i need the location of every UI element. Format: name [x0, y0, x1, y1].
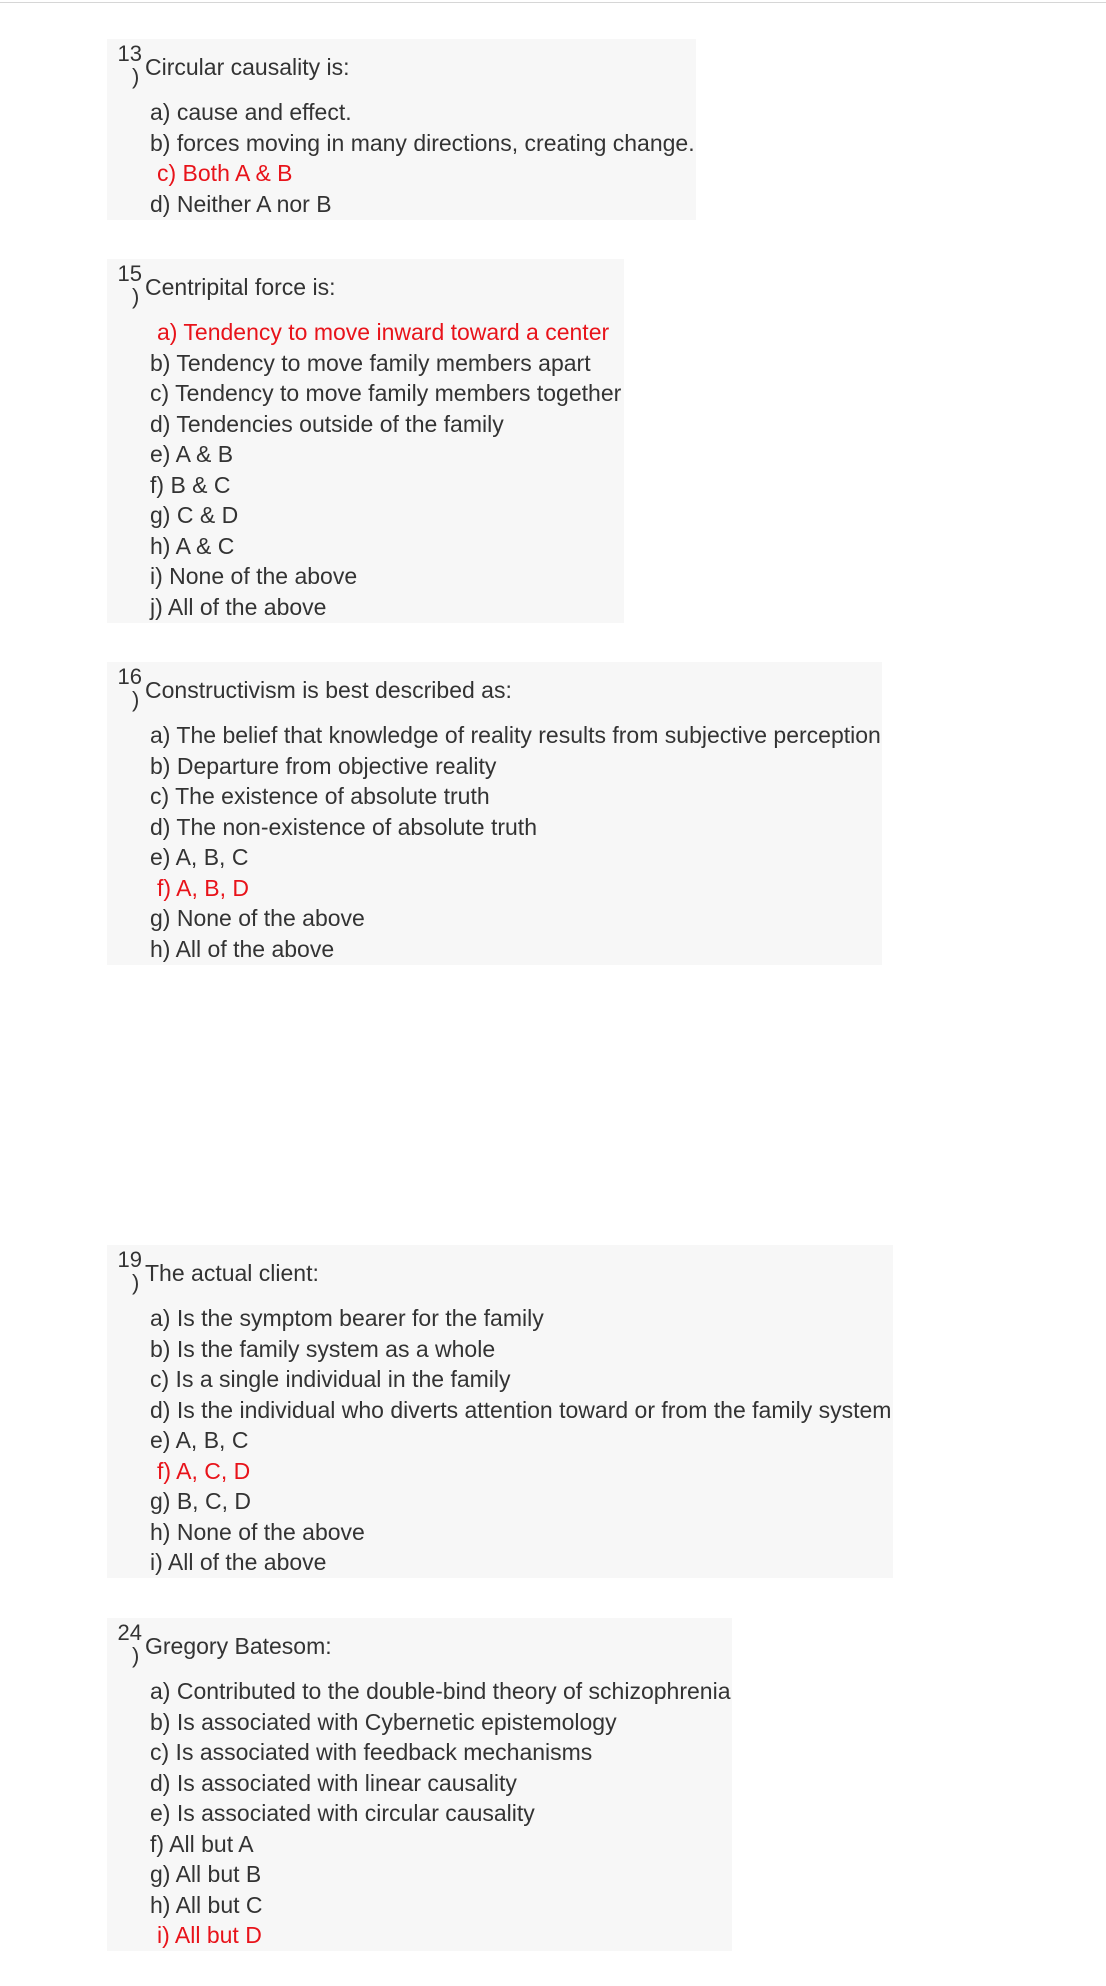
answer-option: b) Tendency to move family members apart [150, 349, 591, 376]
answer-option: e) A & B [150, 441, 234, 467]
question-number: 19 [117, 1247, 142, 1272]
answer-option: h) None of the above [150, 1518, 365, 1545]
answer-option: a) Contributed to the double-bind theory of schizophrenia [150, 1678, 731, 1704]
answer-options [150, 1303, 891, 1578]
answer-option: g) C & D [150, 502, 239, 528]
answer-option: j) All of the above [150, 593, 327, 620]
answer-option: e) A, B, C [150, 1427, 249, 1453]
answer-option: d) Tendencies outside of the family [150, 410, 504, 437]
answer-option: b) Is associated with Cybernetic epistemology [150, 1708, 617, 1735]
answer-option: b) forces moving in many directions, creating change. [150, 129, 695, 156]
answer-options [150, 720, 881, 964]
question-15 [107, 259, 624, 623]
answer-option: d) The non-existence of absolute truth [150, 813, 537, 840]
answer-option: f) B & C [150, 471, 231, 498]
answer-options [150, 1676, 730, 1951]
answer-option: b) Is the family system as a whole [150, 1335, 496, 1362]
answer-option: d) Is the individual who diverts attention toward or from the family system [150, 1396, 892, 1423]
answer-option: c) Is associated with feedback mechanisms [150, 1739, 593, 1765]
answer-option: g) None of the above [150, 905, 365, 931]
answer-options [150, 317, 621, 622]
answer-option: e) A, B, C [150, 844, 249, 870]
question-number: 15 [117, 261, 142, 286]
correct-answer-option: a) Tendency to move inward toward a center [157, 319, 610, 345]
answer-options [150, 97, 695, 219]
answer-option: h) All but C [150, 1891, 263, 1918]
answer-option: g) All but B [150, 1861, 262, 1887]
answer-option: i) None of the above [150, 563, 358, 589]
question-text: Constructivism is best described as: [145, 677, 512, 703]
correct-answer-option: f) A, C, D [157, 1457, 251, 1484]
question-number-paren: ) [132, 687, 140, 712]
answer-option: h) A & C [150, 532, 235, 559]
top-divider [0, 2, 1106, 3]
answer-option: a) cause and effect. [150, 99, 352, 125]
answer-option: a) The belief that knowledge of reality results from subjective perception [150, 722, 881, 748]
answer-option: i) All of the above [150, 1549, 327, 1575]
correct-answer-option: c) Both A & B [157, 160, 293, 186]
question-text: Gregory Batesom: [145, 1633, 332, 1659]
answer-option: f) All but A [150, 1830, 254, 1857]
question-number: 16 [117, 664, 142, 689]
question-24 [107, 1618, 732, 1951]
answer-option: h) All of the above [150, 935, 335, 962]
answer-option: c) Is a single individual in the family [150, 1366, 511, 1392]
correct-answer-option: i) All but D [157, 1922, 262, 1948]
answer-option: a) Is the symptom bearer for the family [150, 1305, 544, 1331]
answer-option: c) Tendency to move family members together [150, 380, 622, 406]
correct-answer-option: f) A, B, D [157, 874, 250, 901]
question-number-paren: ) [132, 1643, 140, 1668]
answer-option: e) Is associated with circular causality [150, 1800, 535, 1826]
answer-option: c) The existence of absolute truth [150, 783, 490, 809]
answer-option: g) B, C, D [150, 1488, 251, 1514]
question-number-paren: ) [132, 1270, 140, 1295]
question-number: 13 [117, 41, 142, 66]
question-number: 24 [117, 1620, 142, 1645]
answer-option: d) Is associated with linear causality [150, 1769, 517, 1796]
question-number-paren: ) [132, 64, 140, 89]
question-number-paren: ) [132, 284, 140, 309]
question-text: The actual client: [145, 1260, 319, 1286]
question-19 [107, 1245, 893, 1578]
question-13 [107, 39, 696, 220]
question-text: Circular causality is: [145, 54, 350, 80]
answer-option: b) Departure from objective reality [150, 752, 497, 779]
answer-option: d) Neither A nor B [150, 190, 332, 217]
question-16 [107, 662, 882, 965]
question-text: Centripital force is: [145, 274, 336, 300]
